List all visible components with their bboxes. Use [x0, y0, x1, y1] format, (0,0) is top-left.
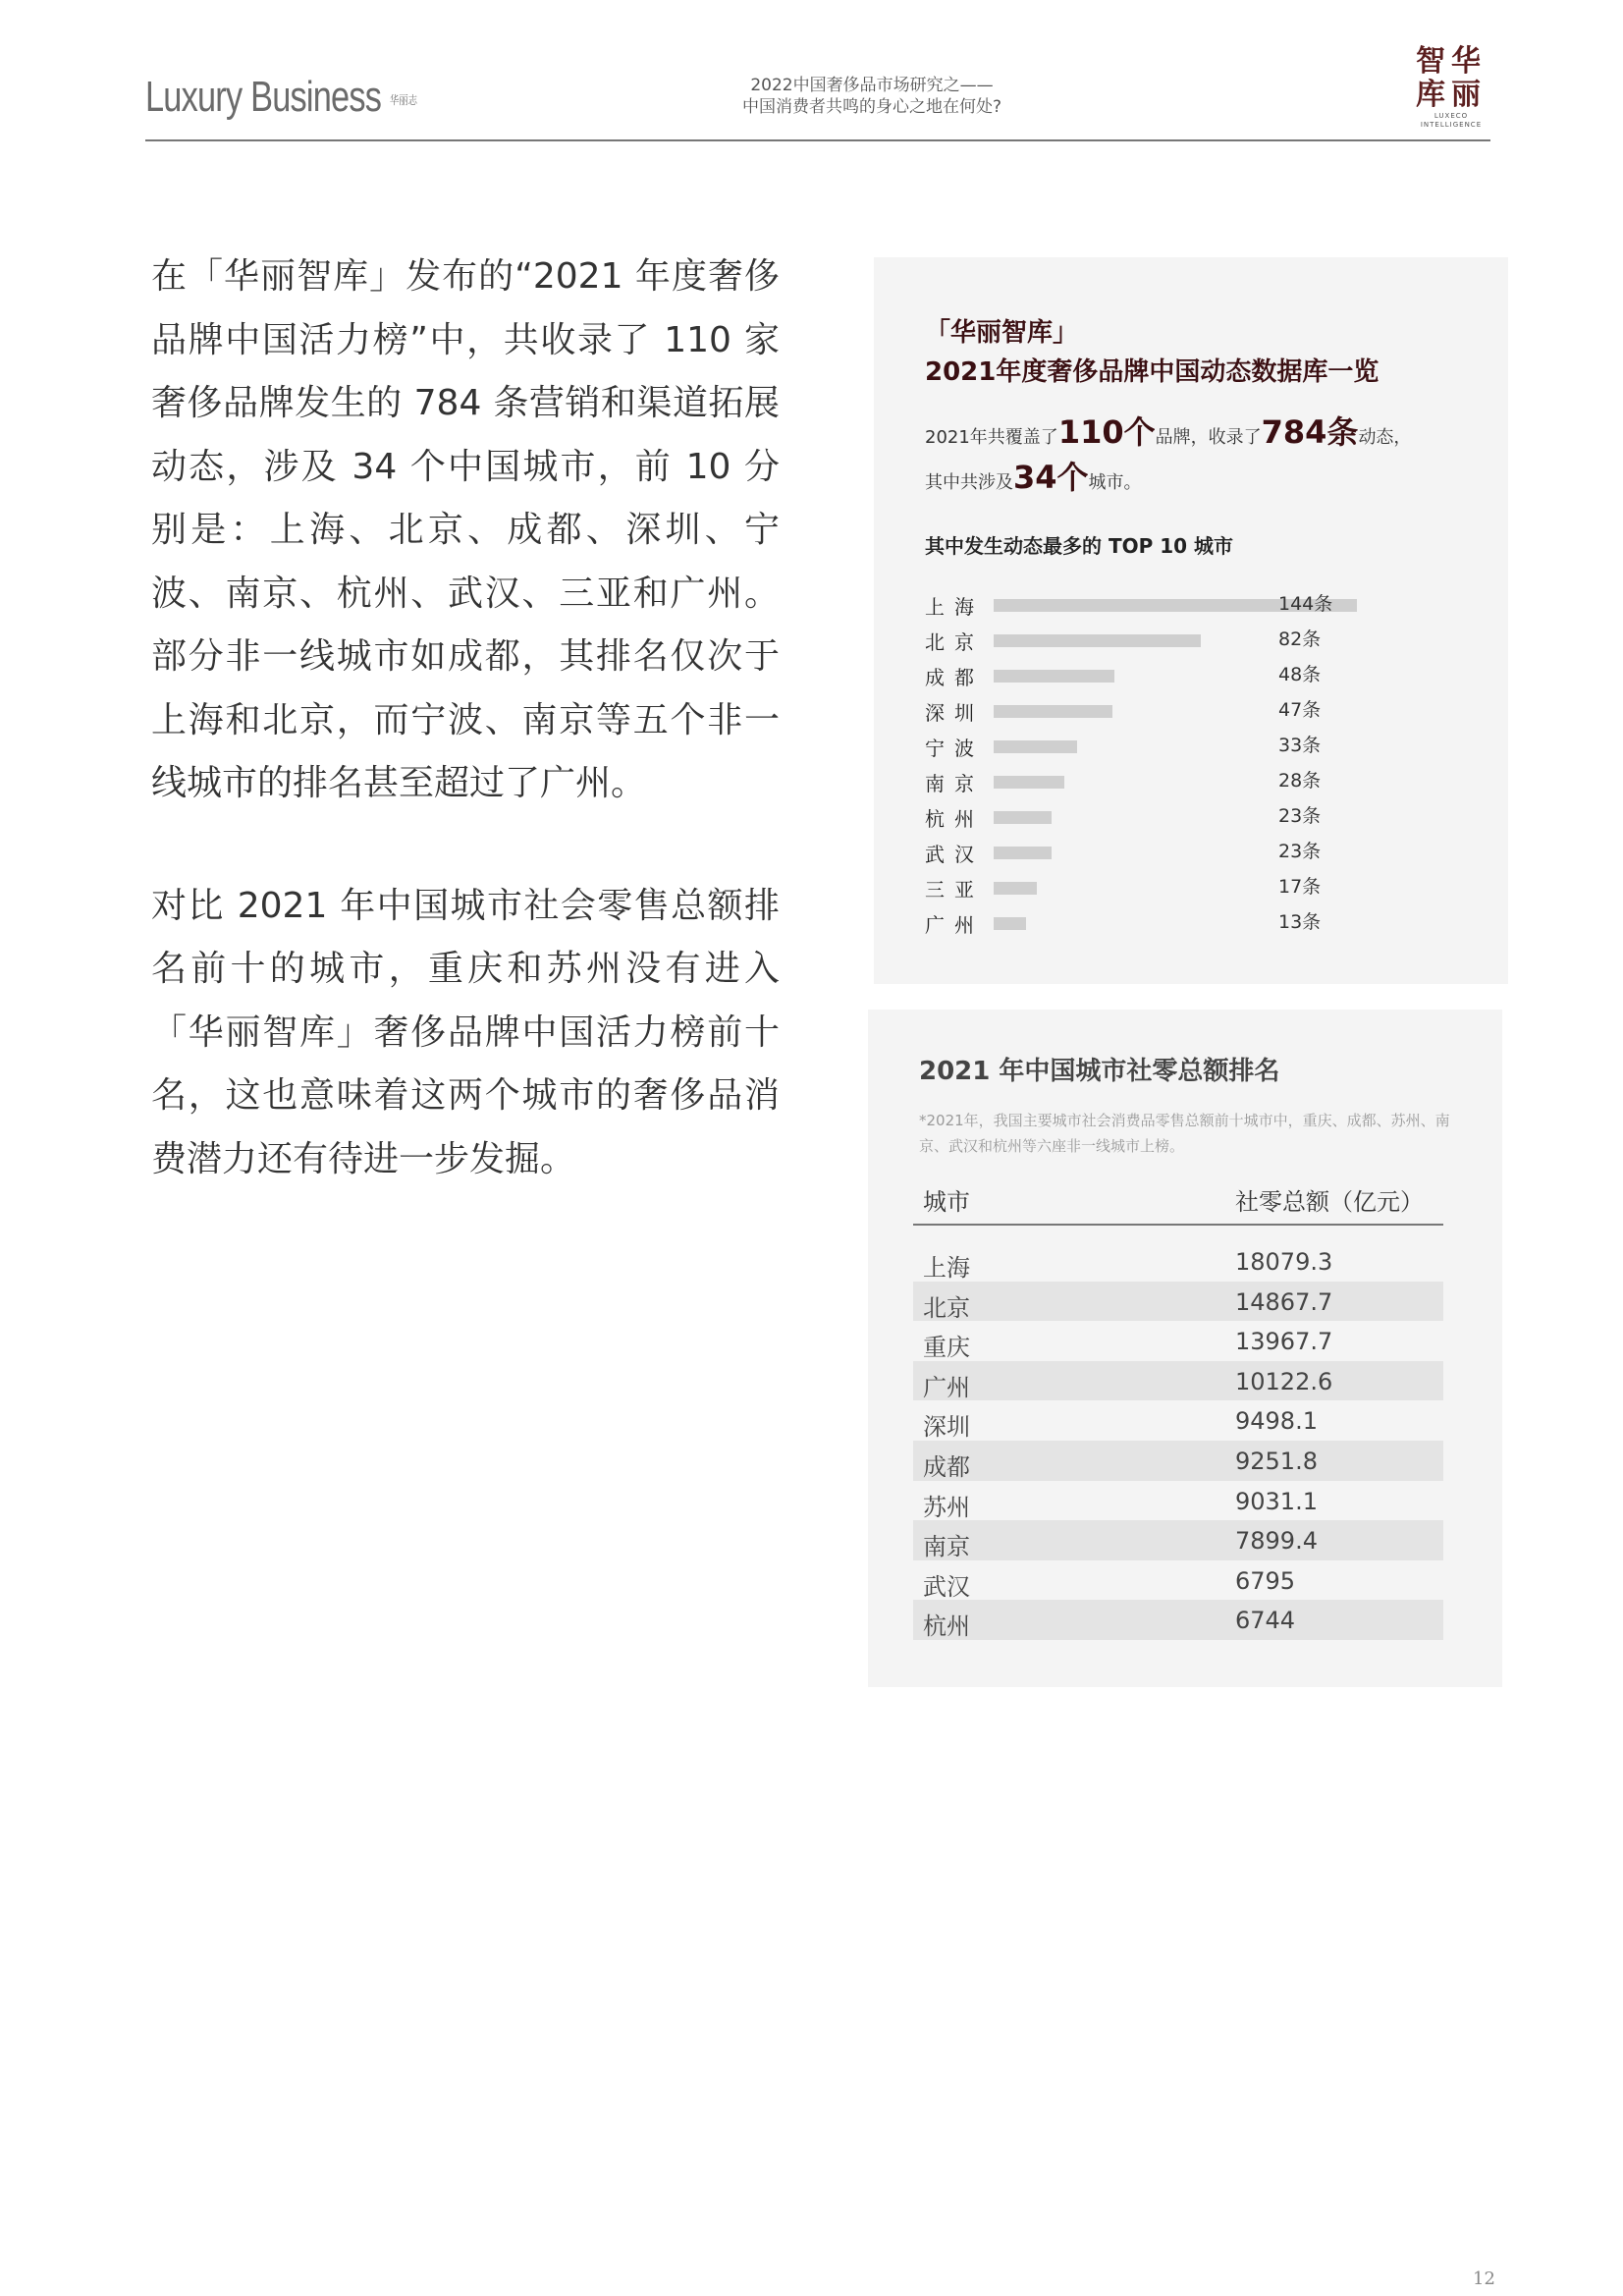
table-row [913, 1520, 1443, 1560]
bar [994, 634, 1201, 647]
cell-city: 成都 [923, 1452, 970, 1481]
table-header [913, 1175, 1443, 1226]
card1-title-line2: 2021年度奢侈品牌中国动态数据库一览 [925, 357, 1380, 387]
bar [994, 670, 1114, 683]
bar [994, 811, 1052, 824]
cell-amount: 9031.1 [1235, 1487, 1318, 1515]
table-row [913, 1560, 1443, 1601]
cell-amount: 13967.7 [1235, 1328, 1333, 1356]
table-row [913, 1321, 1443, 1361]
page-number: 12 [1473, 2269, 1495, 2289]
summary-dynamics-count: 784条 [1261, 413, 1359, 451]
summary-brands-count: 110个 [1057, 413, 1156, 451]
bar-value-label: 48条 [1278, 664, 1322, 685]
brand-logo [145, 73, 417, 122]
bar-label: 广州 [925, 913, 984, 937]
bar-label: 成都 [925, 666, 984, 689]
brand-name: Luxury Business [145, 73, 382, 121]
logo-chars-top: 智华 [1416, 44, 1487, 79]
summary-s2: 品牌，收录了 [1155, 427, 1262, 448]
cell-city: 北京 [923, 1293, 970, 1322]
cell-city: 广州 [923, 1373, 970, 1401]
logo-sub2: INTELLIGENCE [1420, 121, 1483, 129]
cell-amount: 6744 [1235, 1607, 1296, 1635]
bar-label: 三亚 [925, 878, 984, 902]
table-row [913, 1400, 1443, 1441]
cell-amount: 14867.7 [1235, 1287, 1333, 1316]
body-text [151, 246, 780, 1250]
bar [994, 705, 1112, 718]
bar-value-label: 82条 [1278, 629, 1322, 650]
bar-label: 武汉 [925, 843, 984, 866]
dynamics-card [874, 257, 1508, 984]
bar-value-label: 17条 [1278, 876, 1322, 898]
header-title-line2: 中国消费者共鸣的身心之地在何处? [741, 97, 1002, 117]
paragraph-2: 对比 2021 年中国城市社会零售总额排名前十的城市，重庆和苏州没有进入「华丽智库」奢侈品牌中国活力榜前十名，这也意味着这两个城市的奢侈品消费潜力还有待进一步发掘。 [151, 885, 780, 1179]
table-row [913, 1441, 1443, 1481]
bar-row [925, 905, 1475, 941]
bar [994, 740, 1077, 753]
table-row [913, 1600, 1443, 1640]
cell-amount: 9251.8 [1235, 1447, 1318, 1475]
cell-amount: 18079.3 [1235, 1248, 1333, 1276]
cell-city: 深圳 [923, 1413, 970, 1442]
col-city-header: 城市 [923, 1188, 970, 1216]
bar [994, 847, 1052, 859]
col-amount-header: 社零总额（亿元） [1235, 1188, 1424, 1216]
summary-s1: 2021年共覆盖了 [925, 427, 1058, 448]
bar-row [925, 729, 1475, 764]
table-row [913, 1361, 1443, 1401]
header-title-line1: 2022中国奢侈品市场研究之—— [750, 76, 994, 95]
bar-row [925, 693, 1475, 729]
brand-small-text: 华丽志 [389, 92, 417, 107]
bar-value-label: 47条 [1278, 699, 1322, 721]
bar-row [925, 764, 1475, 799]
cell-amount: 10122.6 [1235, 1367, 1333, 1395]
retail-ranking-card [868, 1010, 1502, 1687]
bar [994, 917, 1026, 930]
cell-amount: 7899.4 [1235, 1527, 1318, 1556]
cell-amount: 6795 [1235, 1566, 1296, 1595]
bar-row [925, 658, 1475, 693]
bar [994, 882, 1037, 895]
cell-amount: 9498.1 [1235, 1407, 1318, 1436]
logo-sub1: LUXECO [1434, 112, 1469, 120]
bar [994, 776, 1064, 789]
bar-row [925, 835, 1475, 870]
cell-city: 杭州 [923, 1613, 970, 1641]
header-title [695, 75, 1049, 118]
card2-title: 2021 年中国城市社零总额排名 [919, 1057, 1280, 1086]
summary-text [925, 412, 1475, 503]
page-header [145, 44, 1490, 141]
bar-value-label: 33条 [1278, 735, 1322, 756]
table-row [913, 1282, 1443, 1322]
cell-city: 重庆 [923, 1334, 970, 1362]
table-row [913, 1241, 1443, 1282]
summary-s4: 其中共涉及 [925, 472, 1013, 493]
header-divider [145, 139, 1490, 141]
table-row [913, 1481, 1443, 1521]
bar-value-label: 23条 [1278, 841, 1322, 862]
luxeco-logo [1412, 45, 1490, 130]
cell-city: 武汉 [923, 1572, 970, 1601]
retail-table [913, 1175, 1443, 1640]
bar-label: 南京 [925, 772, 984, 795]
card2-note: *2021年，我国主要城市社会消费品零售总额前十城市中，重庆、成都、苏州、南京、武汉和杭州等六座非一线城市上榜。 [919, 1112, 1450, 1155]
bar-label: 宁波 [925, 737, 984, 760]
cell-city: 苏州 [923, 1493, 970, 1521]
bar-value-label: 144条 [1278, 593, 1333, 615]
bar-row [925, 623, 1475, 658]
cell-city: 上海 [923, 1254, 970, 1282]
summary-cities-count: 34个 [1013, 459, 1089, 496]
bar-label: 杭州 [925, 807, 984, 831]
logo-chars-bottom: 库丽 [1416, 78, 1487, 112]
card1-title-line1: 「华丽智库」 [925, 318, 1079, 348]
chart-heading: 其中发生动态最多的 TOP 10 城市 [925, 534, 1234, 558]
summary-s5: 城市。 [1088, 472, 1142, 493]
bar-value-label: 13条 [1278, 911, 1322, 933]
summary-s3: 动态， [1358, 427, 1412, 448]
cell-city: 南京 [923, 1533, 970, 1561]
paragraph-1: 在「华丽智库」发布的“2021 年度奢侈品牌中国活力榜”中，共收录了 110 家奢侈品牌发生的 784 条营销和渠道拓展动态，涉及 34 个中国城市，前 10 分别是：上海、北京、成都、深圳、宁波、南京、杭州、武汉、三亚和广州。部分非一线城市如成都，其排名仅次于上海和北京，而宁波、南京等五个非一线城市的排名甚至超过了广州。 [151, 256, 780, 803]
bar-value-label: 28条 [1278, 770, 1322, 792]
bar-row [925, 587, 1475, 623]
bar-label: 深圳 [925, 701, 984, 725]
bar-label: 上海 [925, 595, 984, 619]
bar-row [925, 799, 1475, 835]
bar-label: 北京 [925, 630, 984, 654]
bar-value-label: 23条 [1278, 805, 1322, 827]
bar-row [925, 870, 1475, 905]
